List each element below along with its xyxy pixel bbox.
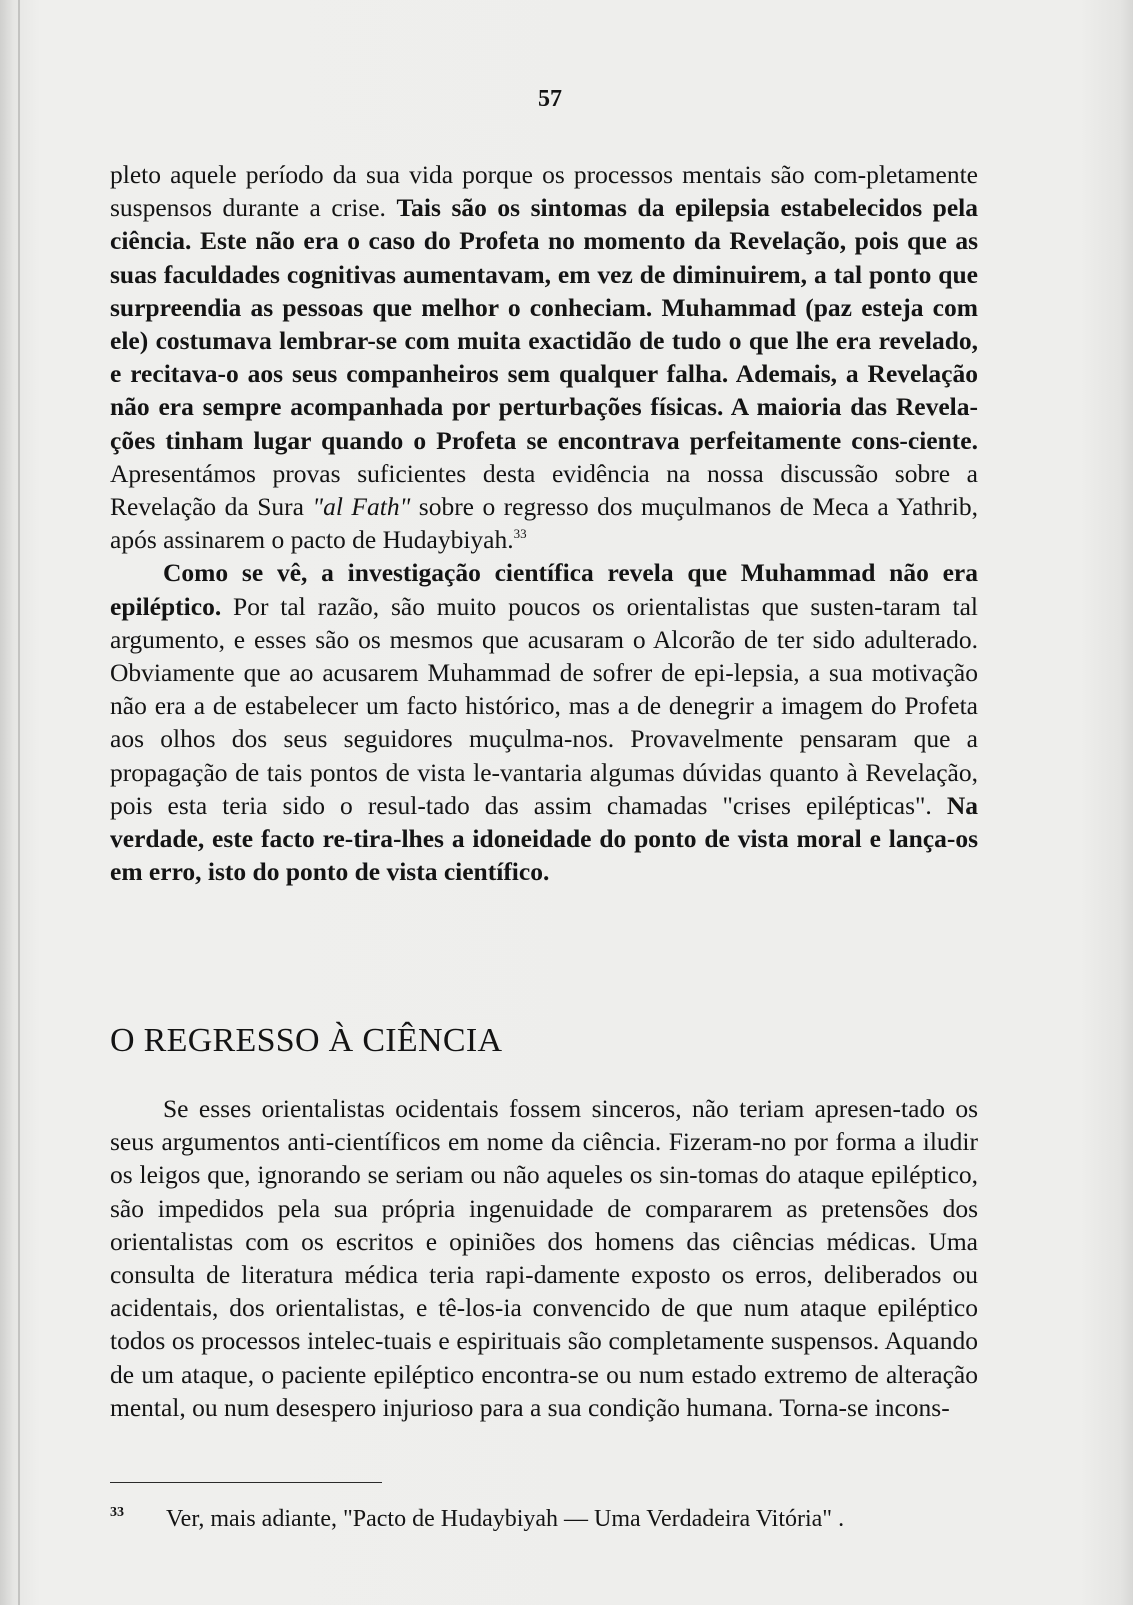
- paragraph-3: [110, 1092, 978, 1424]
- text-run: pleto aquele período da sua vida porque os processos mentais são com-: [110, 160, 867, 189]
- text-run: sobre o regresso dos muçulmanos de Meca a Yathrib, após assinarem o pacto de Hudaybiyah.: [110, 492, 978, 555]
- text-run-bold: ciente.: [907, 425, 978, 455]
- page-binding-edge: [18, 0, 20, 1605]
- text-run: Apresentámos provas suficientes desta evidência na nossa discussão sobre a Revelação da Sura: [110, 458, 978, 522]
- section-heading: O REGRESSO À CIÊNCIA: [110, 1022, 503, 1059]
- text-run-bold: Tais são os sintomas da epilepsia estabelecidos pela ciência. Este não era o caso do Profeta no momento da Revelação, pois que as suas faculdades cognitivas aumentavam, em vez de diminuirem, a tal ponto que surpreendia as pessoas que melhor o conheciam. Muhammad (paz esteja com ele) costumava lembrar-se com muita exactidão de tudo o que lhe era revelado, e recitava-o aos seus companheiros sem qualquer falha. Ademais, a Revelação não era sempre acompanhada por perturbações físicas. A maioria das Revela-: [110, 193, 978, 422]
- page-number: 57: [538, 86, 562, 112]
- paragraph-2: [110, 556, 978, 888]
- text-run-bold: tira-lhes a idoneidade do ponto de vista moral e lança-os em erro, isto do ponto de vista científico.: [110, 824, 978, 887]
- body-text-upper: [110, 158, 978, 888]
- text-run: nos. Provavelmente pensaram que a propagação de tais pontos de vista le-: [110, 724, 979, 787]
- text-run: damente exposto os erros, deliberados ou acidentais, dos orientalistas, e tê-: [110, 1260, 978, 1323]
- footnote-reference: 33: [513, 526, 527, 542]
- footnote: [110, 1504, 990, 1534]
- text-run: tomas do ataque epiléptico, são impedidos pela sua própria ingenuidade de compararem as pretensões dos orientalistas com os escritos e opiniões dos homens das ciências médicas. Uma consulta de literatura médica teria rapi-: [110, 1160, 978, 1290]
- text-run: tado das assim chamadas "crises epilépticas".: [425, 790, 947, 820]
- text-run: vantaria algumas dúvidas quanto à Revelação, pois esta teria sido o resul-: [110, 757, 978, 820]
- text-run-bold: ções tinham lugar quando o Profeta se encontrava perfeitamente cons-: [110, 425, 908, 455]
- text-run-bold: Na verdade, este facto re-: [110, 790, 978, 854]
- paragraph-1: [110, 158, 978, 556]
- body-text-lower: [110, 1092, 978, 1424]
- text-run: tado os seus argumentos anti-científicos em nome da ciência. Fizeram-no por forma a iludir os leigos que, ignorando se seriam ou não aqueles os sin-: [110, 1094, 979, 1190]
- text-run: Por tal razão, são muito poucos os orientalistas que susten-: [233, 591, 883, 621]
- text-run: los-ia convencido de que num ataque epiléptico todos os processos intelec-: [110, 1293, 978, 1356]
- text-run: pletamente suspensos durante a crise.: [110, 160, 978, 223]
- footnote-marker: 33: [110, 1505, 124, 1520]
- text-run-italic: "al Fath": [312, 492, 411, 522]
- text-run: Se esses orientalistas ocidentais fossem sinceros, não teriam apresen-: [163, 1094, 902, 1123]
- footnote-divider: [110, 1482, 382, 1483]
- footnote-text: Ver, mais adiante, "Pacto de Hudaybiyah — Uma Verdadeira Vitória" .: [166, 1506, 845, 1532]
- text-run: tuais e espirituais são completamente suspensos. Aquando de um ataque, o paciente epiléptico encontra-se ou num estado extremo de alteração mental, ou num desespero injurioso para a sua condição humana. Torna-se incons-: [110, 1326, 978, 1422]
- text-run-bold: Como se vê, a investigação científica revela que Muhammad não era epiléptico.: [110, 558, 978, 621]
- text-run: lepsia, a sua motivação não era a de estabelecer um facto histórico, mas a de denegrir a imagem do Profeta aos olhos dos seus seguidores muçulma-: [110, 658, 978, 754]
- text-run: taram tal argumento, e esses são os mesmos que acusaram o Alcorão de ter sido adulterado. Obviamente que ao acusarem Muhammad de sofrer de epi-: [110, 591, 978, 688]
